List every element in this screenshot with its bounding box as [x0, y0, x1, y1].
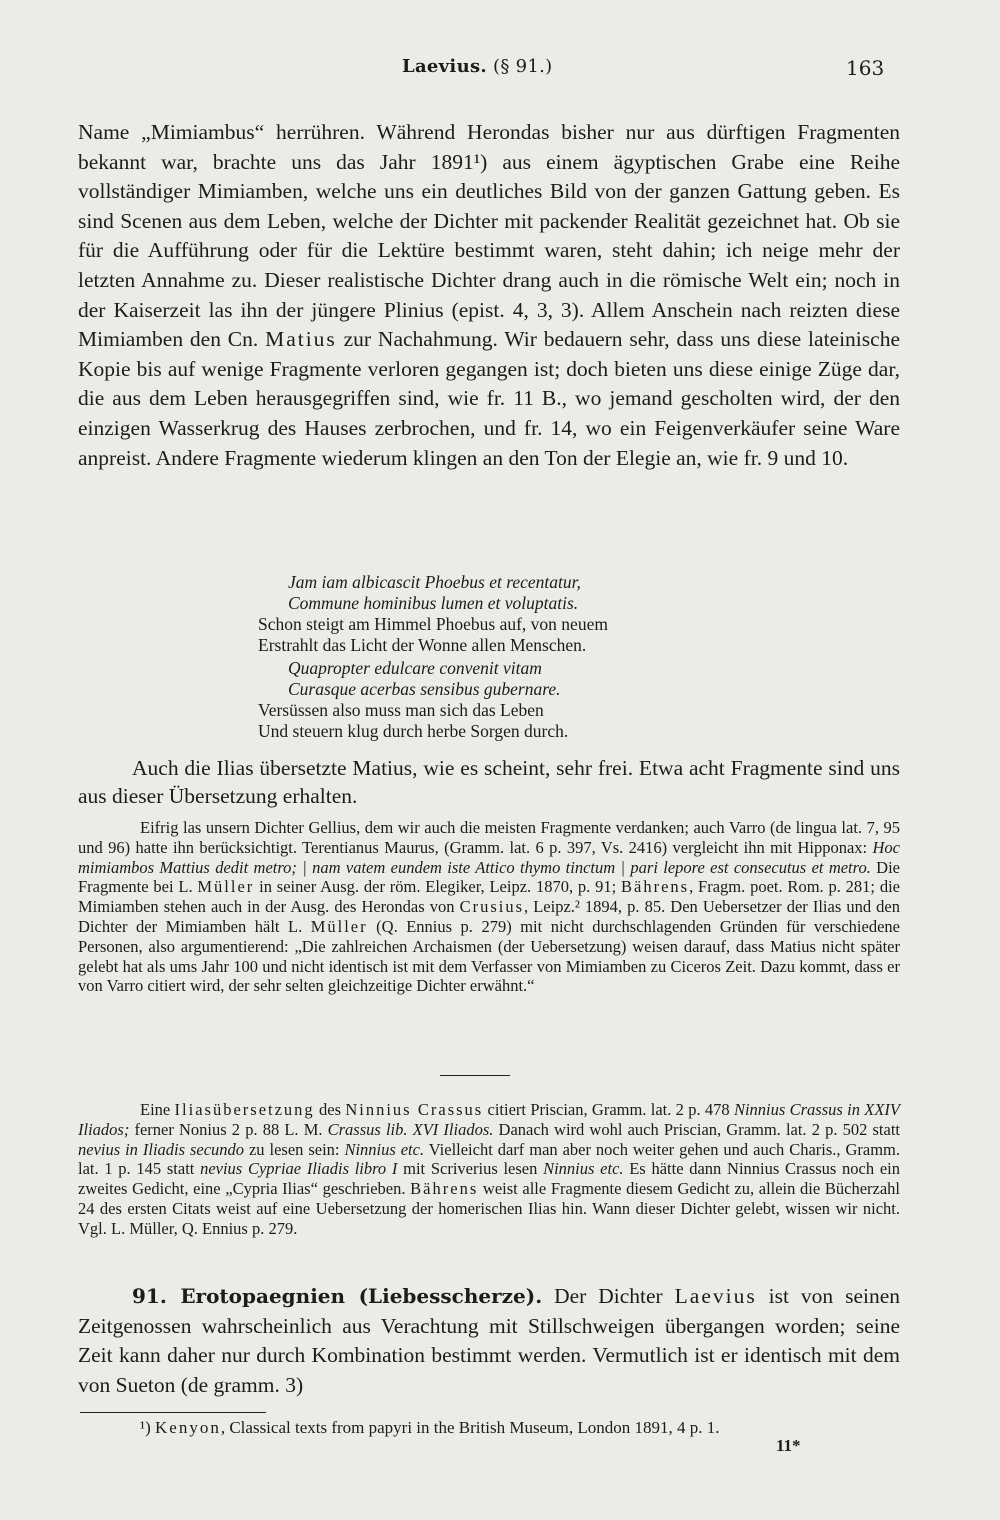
- scholarly-note-2: [78, 1100, 900, 1239]
- printer-signature: 11*: [776, 1436, 801, 1455]
- german-verse-line: Schon steigt am Himmel Phoebus auf, von neuem: [258, 614, 608, 634]
- latin-verse-line: Curasque acerbas sensibus gubernare.: [288, 679, 561, 699]
- latin-citation: Ninnius etc.: [344, 1139, 425, 1159]
- section-reference: (§ 91.): [493, 56, 553, 77]
- note-text: in seiner Ausg. der röm. Elegiker, Leipz. 1870, p. 91;: [254, 877, 622, 897]
- note-text: weist alle Fragmente diesem Gedicht zu, allein die Bücherzahl 24 des ersten Citats weist auf eine Uebersetzung der homerischen Ilias hin. Wann dieser Dichter gelebt, wissen wir nicht. Vgl. L. Müller, Q. Ennius p. 279.: [78, 1179, 900, 1238]
- german-verse-line: Und steuern klug durch herbe Sorgen durch.: [258, 721, 569, 741]
- ilias-paragraph: [78, 754, 900, 810]
- paragraph-text-2: zur Nachahmung. Wir bedauern sehr, dass uns diese lateinische Kopie bis auf wenige Fragmente verloren gegangen ist; doch bieten uns diese einige Züge dar, die aus dem Leben herausgegriffen sind, wie fr. 11 B., wo jemand gescholten wird, der den einzigen Wasserkrug des Hauses zerbrochen, und fr. 14, wo ein Feigenverkäufer seine Ware anpreist. Andere Fragmente wiederum klingen an den Ton der Elegie an, wie fr. 9 und 10.: [78, 327, 900, 470]
- ilias-paragraph-text: Auch die Ilias übersetzte Matius, wie es scheint, sehr frei. Etwa acht Fragmente sind uns aus dieser Übersetzung erhalten.: [78, 756, 900, 808]
- note-text: (Q. Ennius p. 279) mit nicht durchschlagenden Gründen für verschiedene Personen, also argumentierend: „Die zahlreichen Archaismen (der Uebersetzung) weisen darauf, dass Matius nicht später gelebt hat als ums Jahr 100 und nicht identisch ist mit dem Verfasser von Mimiamben zu Ciceros Zeit. Dazu kommt, dass er von Varro citiert wird, der sehr selten gleichzeitige Dichter erwähnt.“: [78, 916, 900, 996]
- note-text: Danach wird wohl auch Priscian, Gramm. lat. 2 p. 502 statt: [493, 1119, 900, 1139]
- name-mueller: Müller: [197, 877, 255, 897]
- verse-quote-1: [258, 572, 778, 656]
- running-head: [0, 56, 1000, 86]
- footnote-text: , Classical texts from papyri in the British Museum, London 1891, 4 p. 1.: [220, 1418, 720, 1437]
- name-baehrens: Bährens: [621, 877, 690, 897]
- latin-citation: nevius Cypriae Iliadis libro I: [200, 1159, 398, 1179]
- author-name: Laevius.: [402, 56, 487, 77]
- note-text: Die Fragmente bei L.: [78, 857, 900, 897]
- section-heading: 91. Erotopaegnien (Liebesscherze).: [132, 1284, 543, 1308]
- name-ninnius-crassus: Ninnius Crassus: [345, 1100, 484, 1119]
- note-text: des: [314, 1100, 346, 1119]
- name-laevius: Laevius: [674, 1284, 757, 1308]
- section-91: [78, 1282, 900, 1400]
- name-kenyon: Kenyon: [155, 1418, 221, 1437]
- latin-citation: Ninnius etc.: [543, 1159, 624, 1179]
- note-text: , Leipz.² 1894, p. 85. Den Uebersetzer der Ilias und den Dichter der Mimiamben hält L.: [78, 897, 900, 936]
- name-mueller: Müller: [310, 916, 368, 936]
- latin-quote: Hoc mimiambos Mattius dedit metro; | nam vatem eundem iste Attico thymo tinctum | pari lepore est consecutus et metro.: [78, 837, 900, 877]
- verse-quote-2: [258, 658, 778, 742]
- note-text: citiert Priscian, Gramm. lat. 2 p. 478: [483, 1100, 734, 1119]
- section-text: Der Dichter: [542, 1284, 675, 1308]
- running-title: [402, 56, 553, 77]
- note-text: Eifrig las unsern Dichter Gellius, dem wir auch die meisten Fragmente verdanken; auch Varro (de lingua lat. 7, 95 und 96) hatte ihn berücksichtigt. Terentianus Maurus, (Gramm. lat. 6 p. 397, Vs. 2416) vergleicht ihn mit Hipponax:: [78, 818, 900, 857]
- name-crusius: Crusius: [459, 897, 525, 917]
- page-number: 163: [846, 56, 885, 80]
- main-paragraph: [78, 118, 900, 473]
- latin-citation: nevius in Iliadis secundo: [78, 1139, 245, 1159]
- section-text: ist von seinen Zeitgenossen wahrscheinlich aus Verachtung mit Stillschweigen übergangen worden; seine Zeit kann daher nur durch Kombination bestimmt werden. Vermutlich ist er identisch mit dem von Sueton (de gramm. 3): [78, 1284, 900, 1397]
- latin-verse-line: Commune hominibus lumen et voluptatis.: [288, 593, 579, 613]
- german-verse-line: Erstrahlt das Licht der Wonne allen Menschen.: [258, 635, 587, 655]
- scholarly-note-1: [78, 818, 900, 996]
- paragraph-text-1: Name „Mimiambus“ herrühren. Während Herondas bisher nur aus dürftigen Fragmenten bekannt war, brachte uns das Jahr 1891¹) aus einem ägyptischen Grabe eine Reihe vollständiger Mimiamben, welche uns ein deutliches Bild von der ganzen Gattung geben. Es sind Scenen aus dem Leben, welche der Dichter mit packender Realität gezeichnet hat. Ob sie für die Aufführung oder für die Lektüre bestimmt waren, steht dahin; ich neige mehr der letzten Annahme zu. Dieser realistische Dichter drang auch in die römische Welt ein; noch in der Kaiserzeit las ihn der jüngere Plinius (epist. 4, 3, 3). Allem Anschein nach reizten diese Mimiamben den Cn.: [78, 120, 900, 352]
- name-matius: Matius: [265, 327, 337, 352]
- footnote: [140, 1418, 910, 1438]
- term-iliasuebersetzung: Iliasübersetzung: [174, 1100, 315, 1119]
- latin-verse-line: Jam iam albicascit Phoebus et recentatur,: [288, 572, 581, 592]
- note-text: mit Scriverius lesen: [397, 1159, 544, 1179]
- footnote-rule: [80, 1412, 266, 1413]
- latin-citation: Ninnius Crassus in XXIV Iliados;: [78, 1100, 900, 1139]
- name-baehrens: Bährens: [410, 1179, 479, 1199]
- separator-rule: [440, 1075, 510, 1076]
- note-text: Eine: [140, 1100, 175, 1119]
- footnote-marker: ¹): [140, 1418, 151, 1437]
- note-text: Vielleicht darf man aber noch weiter gehen und auch Charis., Gramm. lat. 1 p. 145 statt: [78, 1139, 900, 1179]
- latin-verse-line: Quapropter edulcare convenit vitam: [288, 658, 542, 678]
- note-text: Es hätte dann Ninnius Crassus noch ein zweites Gedicht, eine „Cypria Ilias“ geschrieben.: [78, 1159, 900, 1199]
- latin-citation: Crassus lib. XVI Iliados.: [327, 1119, 494, 1139]
- german-verse-line: Versüssen also muss man sich das Leben: [258, 700, 544, 720]
- note-text: zu lesen sein:: [244, 1139, 345, 1159]
- note-text: ferner Nonius 2 p. 88 L. M.: [129, 1119, 328, 1139]
- note-text: , Fragm. poet. Rom. p. 281; die Mimiamben stehen auch in der Ausg. des Herondas von: [78, 877, 900, 917]
